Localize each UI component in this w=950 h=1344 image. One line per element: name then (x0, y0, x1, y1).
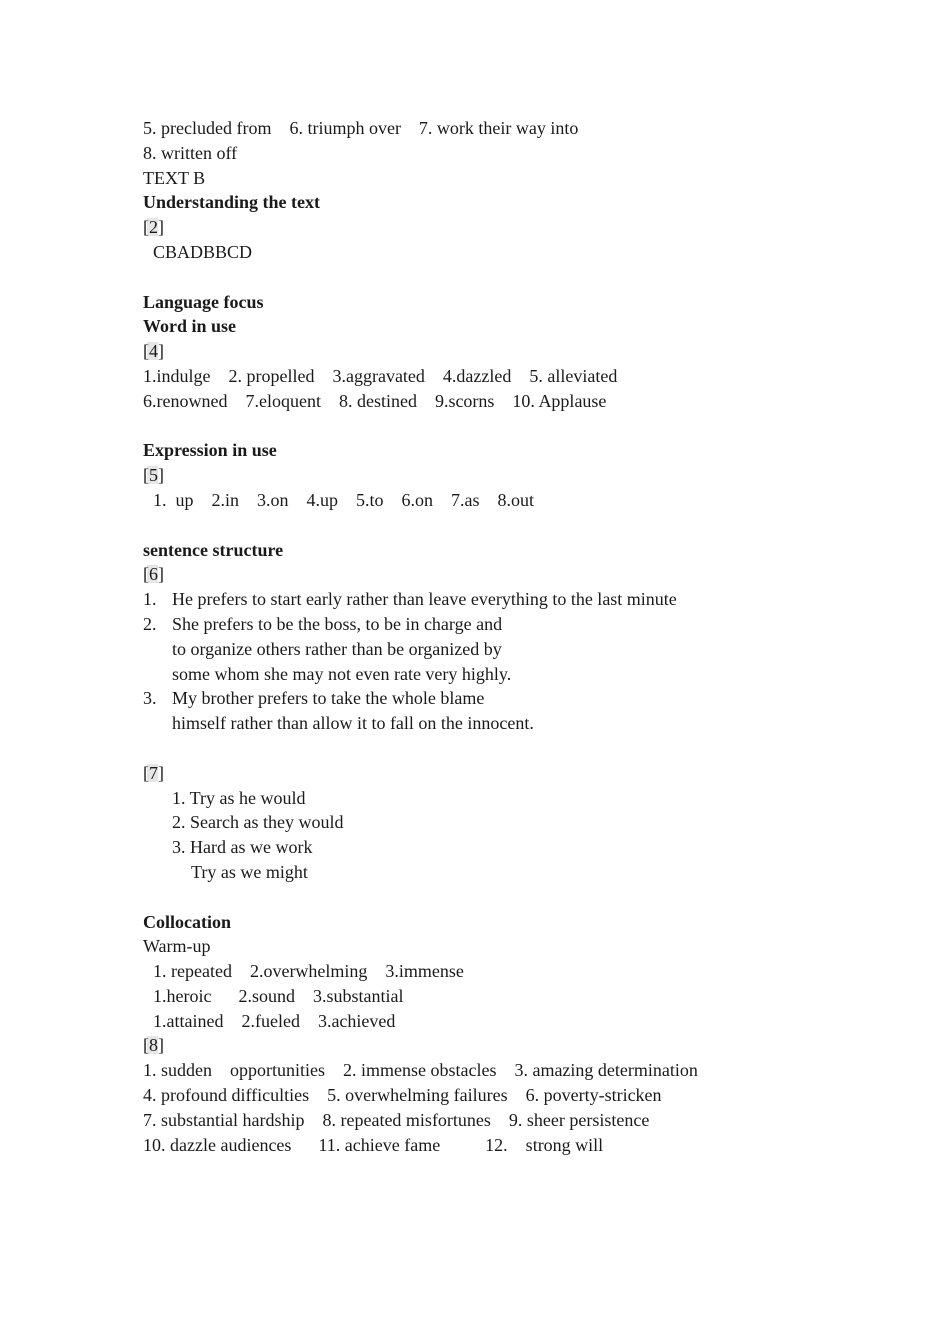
blank-line (143, 414, 863, 439)
answer-line: 1.heroic 2.sound 3.substantial (153, 985, 404, 1006)
blank-line (143, 265, 863, 290)
answer-continuation: himself rather than allow it to fall on the innocent. (172, 713, 534, 734)
answer-line: 1. repeated 2.overwhelming 3.immense (153, 961, 464, 982)
answer-line: 1. Try as he would (172, 787, 306, 808)
answer-line: 2. Search as they would (172, 812, 344, 833)
answer-continuation: some whom she may not even rate very highly. (172, 663, 512, 684)
answer-line: Try as we might (191, 861, 308, 882)
numbered-answer: 2. She prefers to be the boss, to be in charge and (143, 613, 503, 634)
blank-line (143, 885, 863, 910)
numbered-answer: 1. He prefers to start early rather than leave everything to the last minute (143, 589, 677, 610)
answer-line: 8. written off (143, 142, 238, 163)
answer-line: CBADBBCD (153, 241, 253, 262)
answer-line: 5. precluded from 6. triumph over 7. work their way into (143, 118, 579, 138)
subsection-heading: Collocation (143, 911, 231, 932)
exercise-marker: [2] (143, 215, 863, 240)
answer-line: 6.renowned 7.eloquent 8. destined 9.scorns 10. Applause (143, 390, 607, 411)
exercise-marker: [6] (143, 562, 863, 587)
blank-line (143, 513, 863, 538)
blank-line (143, 736, 863, 761)
subsection-label: Warm-up (143, 936, 211, 957)
section-heading: TEXT B (143, 167, 206, 188)
answer-line: 7. substantial hardship 8. repeated misfortunes 9. sheer persistence (143, 1109, 650, 1130)
section-heading: Understanding the text (143, 192, 321, 213)
answer-line: 10. dazzle audiences 11. achieve fame 12. strong will (143, 1134, 604, 1155)
exercise-marker: [4] (143, 339, 863, 364)
subsection-heading: Word in use (143, 316, 237, 337)
exercise-marker: [5] (143, 463, 863, 488)
answer-line: 1.indulge 2. propelled 3.aggravated 4.dazzled 5. alleviated (143, 365, 618, 386)
exercise-marker: [8] (143, 1033, 863, 1058)
exercise-marker: [7] (143, 761, 863, 786)
answer-continuation: to organize others rather than be organized by (172, 638, 502, 659)
answer-line: 1.attained 2.fueled 3.achieved (153, 1010, 396, 1031)
answer-key-document (143, 116, 863, 1157)
answer-line: 3. Hard as we work (172, 837, 313, 858)
subsection-heading: Expression in use (143, 440, 277, 461)
answer-line: 4. profound difficulties 5. overwhelming failures 6. poverty-stricken (143, 1085, 662, 1106)
subsection-heading: sentence structure (143, 539, 284, 560)
answer-line: 1. up 2.in 3.on 4.up 5.to 6.on 7.as 8.out (153, 489, 534, 510)
numbered-answer: 3. My brother prefers to take the whole blame (143, 688, 485, 709)
answer-line: 1. sudden opportunities 2. immense obstacles 3. amazing determination (143, 1060, 698, 1081)
section-heading: Language focus (143, 291, 264, 312)
